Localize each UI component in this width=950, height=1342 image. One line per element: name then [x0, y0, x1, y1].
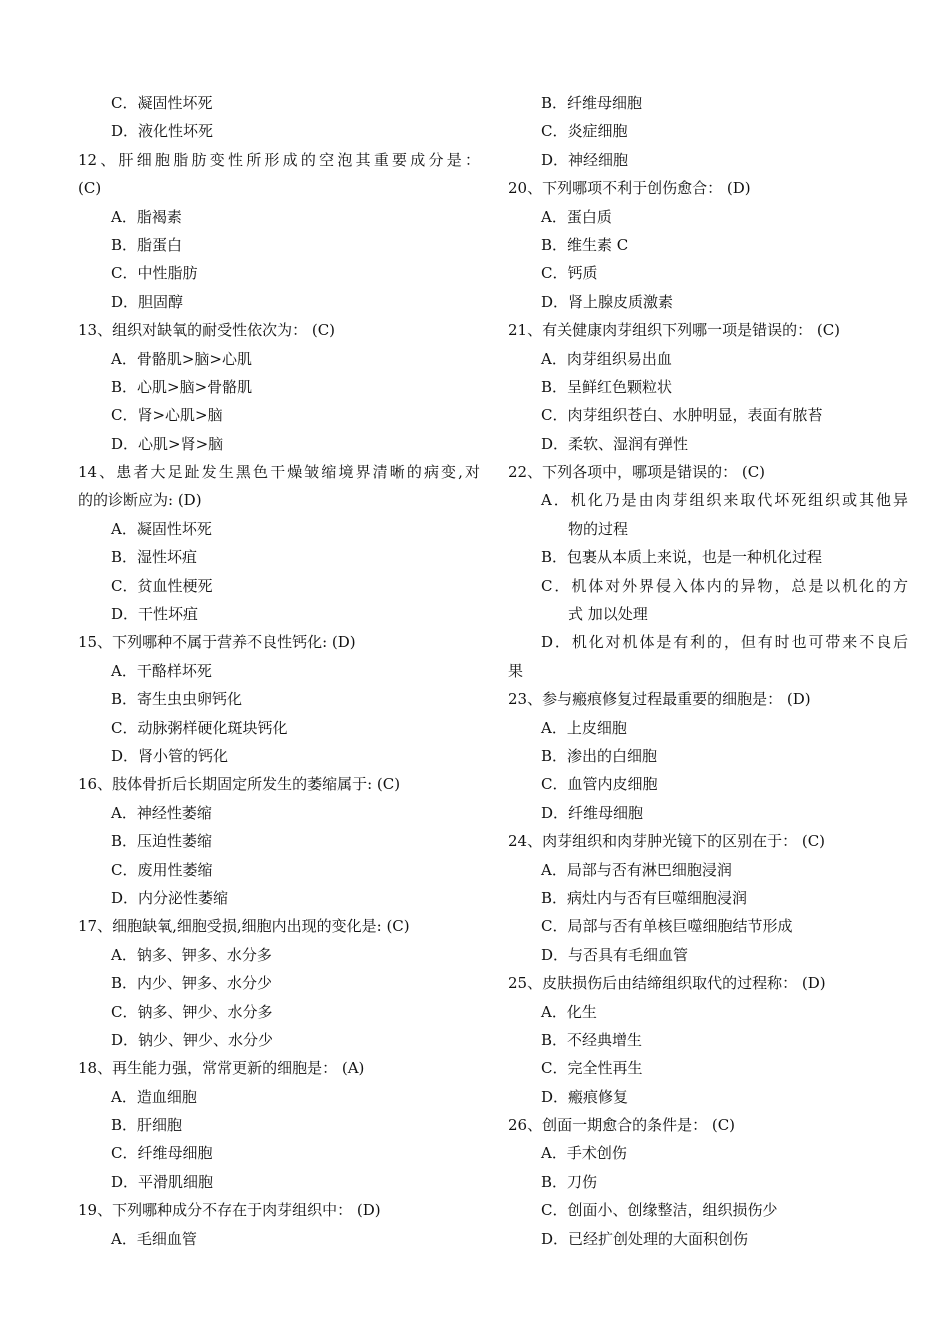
- option-line: A．毛细血管: [111, 1229, 197, 1248]
- question-line: 14、患者大足趾发生黑色干燥皱缩境界清晰的病变,对: [78, 463, 480, 482]
- option-line: D．已经扩创处理的大面积创伤: [541, 1229, 749, 1248]
- option-line: A．神经性萎缩: [111, 803, 212, 822]
- option-line: C．机体对外界侵入体内的异物，总是以机化的方: [541, 576, 908, 595]
- option-line: B．心肌>脑>骨骼肌: [111, 377, 253, 396]
- option-line: D．神经细胞: [541, 150, 629, 169]
- option-line: B．脂蛋白: [111, 235, 183, 254]
- left-column: [78, 89, 480, 1253]
- option-line: C．肉芽组织苍白、水肿明显，表面有脓苔: [541, 406, 823, 425]
- option-line: A．钠多、钾多、水分多: [111, 945, 272, 964]
- question-line: 的的诊断应为: (D): [78, 491, 202, 510]
- question-line: 23、参与瘢痕修复过程最重要的细胞是： (D): [508, 690, 811, 709]
- option-line: D．瘢痕修复: [541, 1087, 629, 1106]
- option-line: B．包裹从本质上来说，也是一种机化过程: [541, 548, 823, 567]
- option-line: A．上皮细胞: [541, 718, 627, 737]
- option-line: B．病灶内与否有巨噬细胞浸润: [541, 888, 748, 907]
- option-line: C．血管内皮细胞: [541, 775, 658, 794]
- question-line: 24、肉芽组织和肉芽肿光镜下的区别在于： (C): [508, 832, 826, 851]
- option-line: B．寄生虫虫卵钙化: [111, 690, 243, 709]
- question-line: 17、细胞缺氧,细胞受损,细胞内出现的变化是: (C): [78, 917, 410, 936]
- option-line: D．机化对机体是有利的，但有时也可带来不良后: [541, 633, 908, 652]
- option-line: D．内分泌性萎缩: [111, 888, 229, 907]
- option-line: D．肾上腺皮质激素: [541, 292, 674, 311]
- option-line: A．局部与否有淋巴细胞浸润: [541, 860, 732, 879]
- question-line: 22、下列各项中，哪项是错误的： (C): [508, 463, 766, 482]
- option-line: A．骨骼肌>脑>心肌: [111, 349, 252, 368]
- option-line: A．化生: [541, 1002, 597, 1021]
- question-line: 18、再生能力强，常常更新的细胞是： (A): [78, 1059, 365, 1078]
- option-line: B．渗出的白细胞: [541, 746, 658, 765]
- option-continuation: 物的过程: [568, 519, 629, 538]
- option-line: D．肾小管的钙化: [111, 746, 229, 765]
- option-line: D．心肌>肾>脑: [111, 434, 224, 453]
- right-column: [508, 89, 908, 1253]
- option-line: B．不经典增生: [541, 1030, 643, 1049]
- option-line: B．刀伤: [541, 1172, 598, 1191]
- option-line: A．造血细胞: [111, 1087, 197, 1106]
- question-line: 25、皮肤损伤后由结缔组织取代的过程称： (D): [508, 974, 826, 993]
- option-line: C．凝固性坏死: [111, 94, 213, 112]
- option-line: D．平滑肌细胞: [111, 1172, 214, 1191]
- option-line: B．维生素 C: [541, 235, 629, 254]
- option-line: C．创面小、创缘整洁，组织损伤少: [541, 1201, 778, 1220]
- option-line: C．局部与否有单核巨噬细胞结节形成: [541, 917, 793, 936]
- question-line: 19、下列哪种成分不存在于肉芽组织中： (D): [78, 1201, 381, 1220]
- option-line: C．中性脂肪: [111, 264, 198, 283]
- option-line: B．呈鲜红色颗粒状: [541, 377, 673, 396]
- question-line: 20、下列哪项不利于创伤愈合： (D): [508, 179, 751, 198]
- option-line: C．贫血性梗死: [111, 576, 213, 595]
- option-line: D．钠少、钾少、水分少: [111, 1030, 274, 1049]
- option-line: D．与否具有毛细血管: [541, 945, 689, 964]
- option-line: D．柔软、湿润有弹性: [541, 434, 689, 453]
- option-line: C．炎症细胞: [541, 122, 628, 141]
- question-line: 26、创面一期愈合的条件是： (C): [508, 1116, 736, 1135]
- option-line: D．纤维母细胞: [541, 803, 644, 822]
- question-line: 16、肢体骨折后长期固定所发生的萎缩属于: (C): [78, 775, 401, 794]
- option-line: A．干酪样坏死: [111, 661, 212, 680]
- option-line: C．动脉粥样硬化斑块钙化: [111, 718, 288, 737]
- question-line: 21、有关健康肉芽组织下列哪一项是错误的： (C): [508, 321, 841, 340]
- option-line: A．机化乃是由肉芽组织来取代坏死组织或其他异: [541, 491, 908, 510]
- option-line: D．胆固醇: [111, 292, 184, 311]
- option-line: C．废用性萎缩: [111, 860, 213, 879]
- option-continuation: 式 加以处理: [568, 605, 648, 624]
- option-line: D．液化性坏死: [111, 122, 214, 141]
- option-line: B．纤维母细胞: [541, 94, 643, 112]
- option-line: C．完全性再生: [541, 1059, 643, 1078]
- option-line: A．凝固性坏死: [111, 519, 212, 538]
- option-line: C．肾>心肌>脑: [111, 406, 223, 425]
- question-line: 12、肝细胞脂肪变性所形成的空泡其重要成分是：: [78, 150, 480, 169]
- option-line: A．脂褐素: [111, 207, 182, 226]
- option-line: B．内少、钾多、水分少: [111, 974, 273, 993]
- option-line: B．压迫性萎缩: [111, 832, 213, 851]
- option-line: C．纤维母细胞: [111, 1144, 213, 1163]
- option-line: D．干性坏疽: [111, 605, 199, 624]
- question-line: 15、下列哪种不属于营养不良性钙化: (D): [78, 633, 356, 652]
- question-line: 13、组织对缺氧的耐受性依次为： (C): [78, 321, 336, 340]
- option-line: A．蛋白质: [541, 207, 612, 226]
- option-line: C．钙质: [541, 264, 598, 283]
- option-line: B．湿性坏疽: [111, 548, 198, 567]
- option-line: B．肝细胞: [111, 1116, 183, 1135]
- option-line: C．钠多、钾少、水分多: [111, 1002, 273, 1021]
- question-line: (C): [78, 179, 102, 198]
- question-line: 果: [508, 661, 524, 680]
- option-line: A．手术创伤: [541, 1144, 627, 1163]
- option-line: A．肉芽组织易出血: [541, 349, 672, 368]
